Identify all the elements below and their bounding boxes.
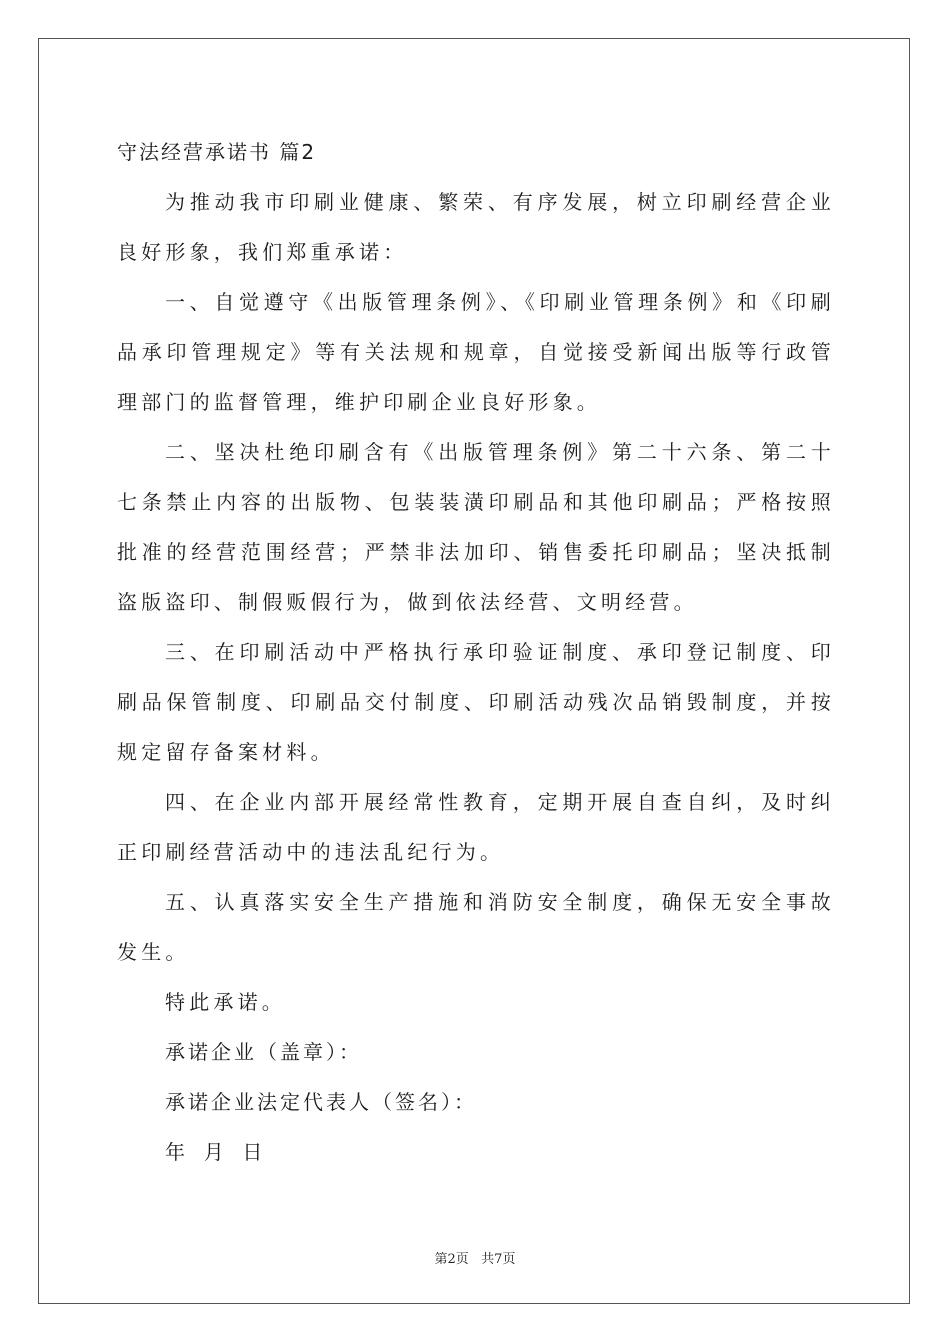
paragraph-item-3: 三、在印刷活动中严格执行承印验证制度、承印登记制度、印刷品保管制度、印刷品交付制度、印刷活动残次品销毁制度，并按规定留存备案材料。	[117, 640, 835, 764]
paragraph-intro: 为推动我市印刷业健康、繁荣、有序发展，树立印刷经营企业良好形象，我们郑重承诺：	[117, 190, 835, 264]
page-footer: 第2页 共7页	[434, 1252, 516, 1267]
representative-signature-label: 承诺企业法定代表人（签名）：	[165, 1090, 477, 1114]
document-title: 守法经营承诺书 篇2	[117, 140, 317, 164]
paragraph-item-2: 二、坚决杜绝印刷含有《出版管理条例》第二十六条、第二十七条禁止内容的出版物、包装装潢印刷品和其他印刷品；严格按照批准的经营范围经营；严禁非法加印、销售委托印刷品；坚决抵制盗版盗印、制假贩假行为，做到依法经营、文明经营。	[117, 440, 835, 614]
paragraph-item-1: 一、自觉遵守《出版管理条例》、《印刷业管理条例》和《印刷品承印管理规定》等有关法规和规章，自觉接受新闻出版等行政管理部门的监督管理，维护印刷企业良好形象。	[117, 290, 835, 414]
paragraph-item-4: 四、在企业内部开展经常性教育，定期开展自查自纠，及时纠正印刷经营活动中的违法乱纪行为。	[117, 790, 835, 864]
paragraph-item-5: 五、认真落实安全生产措施和消防安全制度，确保无安全事故发生。	[117, 890, 835, 964]
date-label: 年 月 日	[165, 1140, 265, 1164]
paragraph-closing: 特此承诺。	[165, 990, 286, 1014]
company-seal-label: 承诺企业（盖章）：	[165, 1040, 362, 1064]
document-body	[117, 127, 835, 1177]
